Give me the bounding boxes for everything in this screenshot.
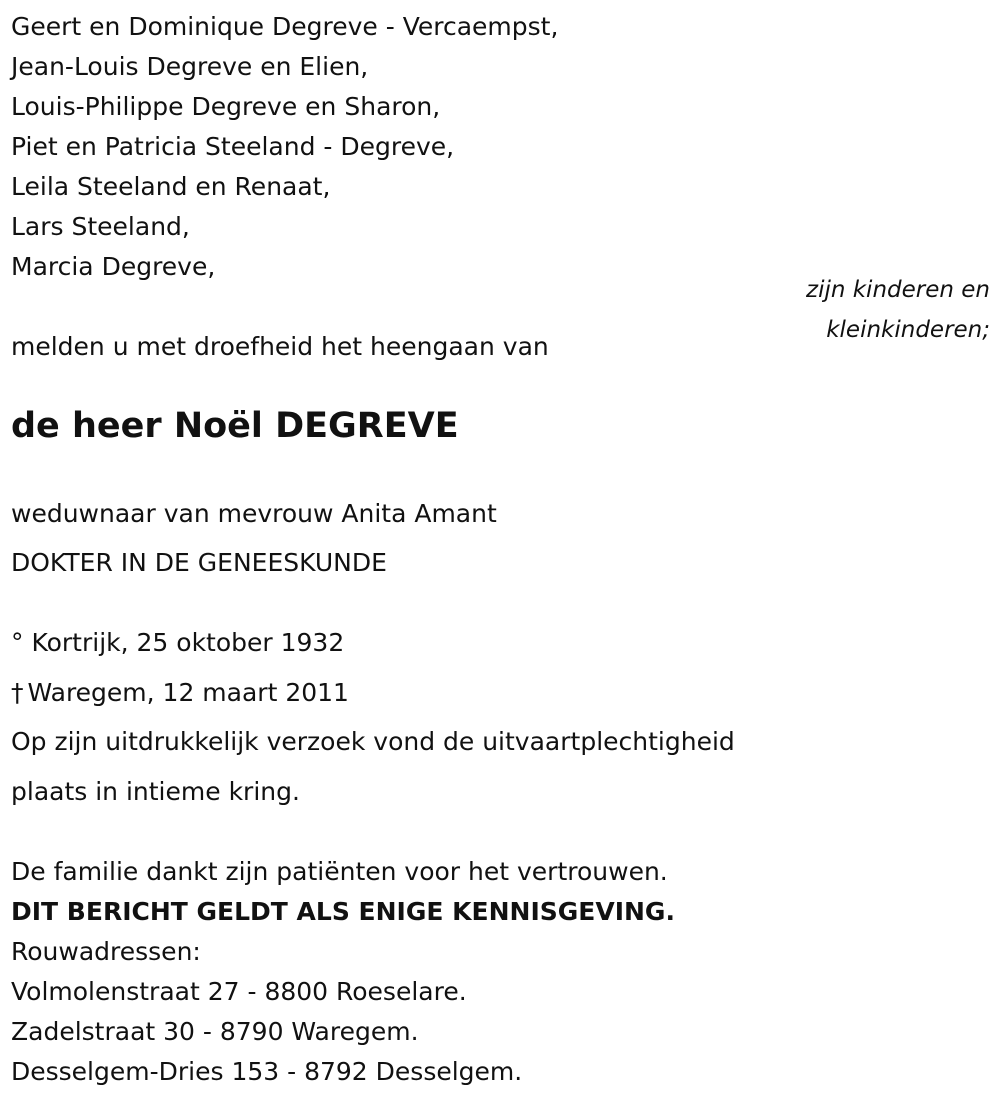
birth-line (11, 628, 344, 658)
addresses-label: Rouwadressen: (11, 937, 201, 966)
address-line: Zadelstraat 30 - 8790 Waregem. (11, 1017, 419, 1046)
announcement-text: melden u met droefheid het heengaan van (11, 332, 549, 361)
address-line: Desselgem-Dries 153 - 8792 Desselgem. (11, 1057, 523, 1086)
widower-text: weduwnaar van mevrouw Anita Amant (11, 499, 497, 528)
ceremony-line-2: plaats in intieme kring. (11, 777, 300, 806)
profession-text: DOKTER IN DE GENEESKUNDE (11, 548, 387, 577)
birth-symbol-icon: ° (11, 628, 24, 657)
signatory-line: Lars Steeland, (11, 212, 190, 241)
cross-icon: † (11, 678, 24, 707)
signatory-line: Jean-Louis Degreve en Elien, (11, 52, 369, 81)
address-line: Volmolenstraat 27 - 8800 Roeselare. (11, 977, 467, 1006)
deceased-name: de heer Noël DEGREVE (11, 406, 459, 446)
notice-text: DIT BERICHT GELDT ALS ENIGE KENNISGEVING. (11, 897, 675, 926)
signatory-line: Louis-Philippe Degreve en Sharon, (11, 92, 441, 121)
ceremony-line-1: Op zijn uitdrukkelijk verzoek vond de uitvaartplechtigheid (11, 727, 735, 756)
signatory-line: Marcia Degreve, (11, 252, 216, 281)
relation-line-2: kleinkinderen; (826, 317, 990, 343)
death-text: Waregem, 12 maart 2011 (27, 678, 349, 707)
death-line (11, 678, 349, 708)
relation-line-1: zijn kinderen en (806, 277, 990, 303)
birth-text: Kortrijk, 25 oktober 1932 (31, 628, 345, 657)
signatory-line: Leila Steeland en Renaat, (11, 172, 331, 201)
signatory-line: Piet en Patricia Steeland - Degreve, (11, 132, 455, 161)
thanks-text: De familie dankt zijn patiënten voor het vertrouwen. (11, 857, 668, 886)
signatory-line: Geert en Dominique Degreve - Vercaempst, (11, 12, 559, 41)
